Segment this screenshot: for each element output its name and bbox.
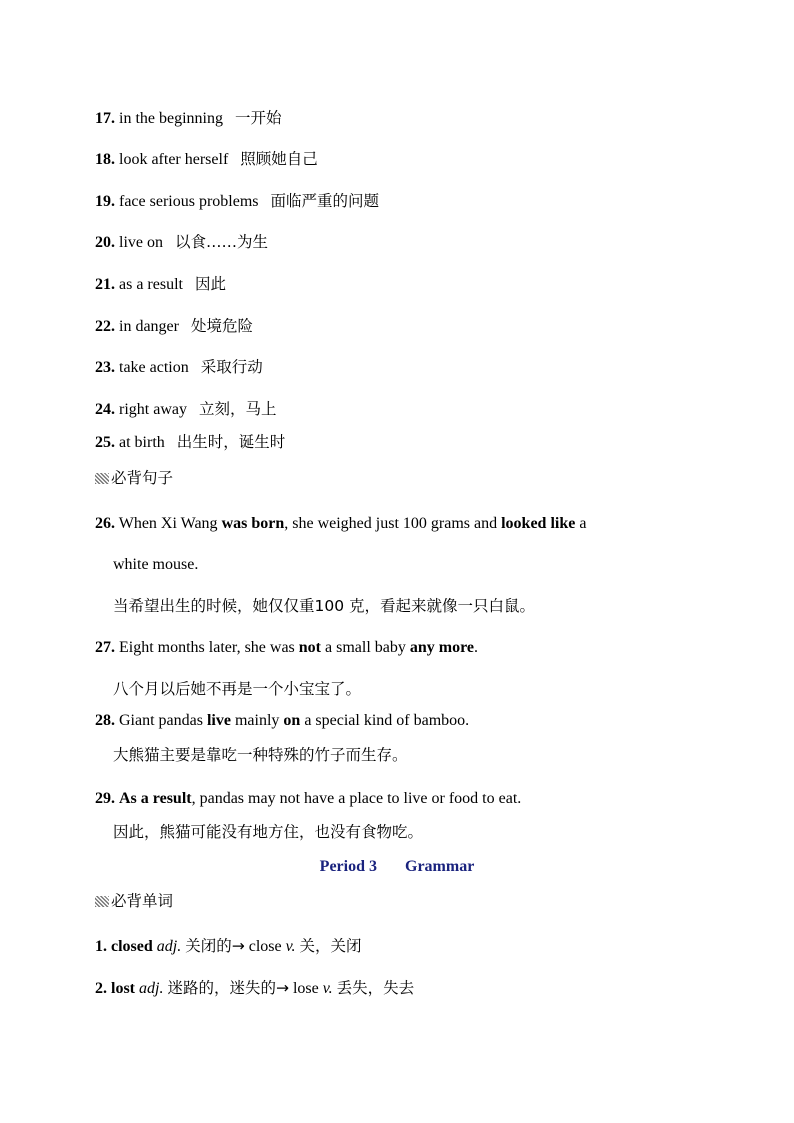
phrase-number: 19.: [95, 193, 115, 210]
word-1: 1. closed adj. 关闭的→ close v. 关，关闭: [95, 937, 362, 955]
phrase-number: 24.: [95, 401, 115, 418]
period-heading: [0, 857, 794, 877]
phrase-english: face serious problems: [119, 193, 259, 210]
sentence-28-translation: 大熊猫主要是靠吃一种特殊的竹子而生存。: [113, 746, 408, 764]
sentence-26-translation: 当希望出生的时候，她仅仅重100 克，看起来就像一只白鼠。: [113, 597, 536, 615]
phrase-chinese: 面临严重的问题: [270, 192, 380, 210]
phrase-number: 20.: [95, 234, 115, 251]
phrase-18: [95, 149, 318, 170]
phrase-number: 22.: [95, 318, 115, 335]
section-bullet-icon: [95, 473, 109, 484]
phrase-chinese: 一开始: [234, 109, 282, 127]
phrase-17: [95, 108, 282, 129]
phrase-chinese: 采取行动: [200, 358, 263, 376]
phrase-chinese: 出生时，诞生时: [176, 433, 286, 451]
phrase-19: [95, 191, 379, 212]
sentence-27-translation: 八个月以后她不再是一个小宝宝了。: [113, 680, 362, 698]
phrase-english: in danger: [119, 318, 179, 335]
sentence-26-continued: white mouse.: [113, 556, 199, 573]
phrase-english: as a result: [119, 276, 183, 293]
phrase-number: 21.: [95, 276, 115, 293]
sentence-29: 29. As a result, pandas may not have a place to live or food to eat.: [95, 790, 522, 807]
sentence-26: 26. When Xi Wang was born, she weighed just 100 grams and looked like a: [95, 515, 587, 532]
phrase-21: [95, 274, 226, 295]
phrase-chinese: 以食……为生: [175, 233, 269, 251]
phrase-english: right away: [119, 401, 187, 418]
phrase-23: [95, 357, 263, 378]
phrase-24: [95, 399, 277, 420]
phrase-english: in the beginning: [119, 110, 223, 127]
phrase-english: look after herself: [119, 151, 229, 168]
phrase-20: [95, 232, 268, 253]
phrase-number: 17.: [95, 110, 115, 127]
section-heading-words: 必背单词: [95, 891, 173, 911]
phrase-number: 25.: [95, 434, 115, 451]
section-heading-sentences: 必背句子: [95, 468, 173, 488]
phrase-english: live on: [119, 234, 163, 251]
phrase-number: 18.: [95, 151, 115, 168]
period-label: Period 3: [319, 858, 377, 875]
word-2: 2. lost adj. 迷路的，迷失的→ lose v. 丢失，失去: [95, 979, 415, 997]
section-bullet-icon: [95, 896, 109, 907]
phrase-chinese: 照顾她自己: [240, 150, 318, 168]
period-topic: Grammar: [405, 858, 475, 875]
phrase-chinese: 处境危险: [190, 317, 253, 335]
sentence-27: 27. Eight months later, she was not a small baby any more.: [95, 639, 479, 656]
phrase-22: [95, 316, 253, 337]
phrase-25: [95, 432, 285, 453]
phrase-english: at birth: [119, 434, 165, 451]
sentence-29-translation: 因此，熊猫可能没有地方住，也没有食物吃。: [113, 823, 424, 841]
sentence-28: 28. Giant pandas live mainly on a special kind of bamboo.: [95, 712, 470, 729]
phrase-number: 23.: [95, 359, 115, 376]
phrase-english: take action: [119, 359, 189, 376]
phrase-chinese: 因此: [194, 275, 226, 293]
phrase-chinese: 立刻，马上: [198, 400, 277, 418]
